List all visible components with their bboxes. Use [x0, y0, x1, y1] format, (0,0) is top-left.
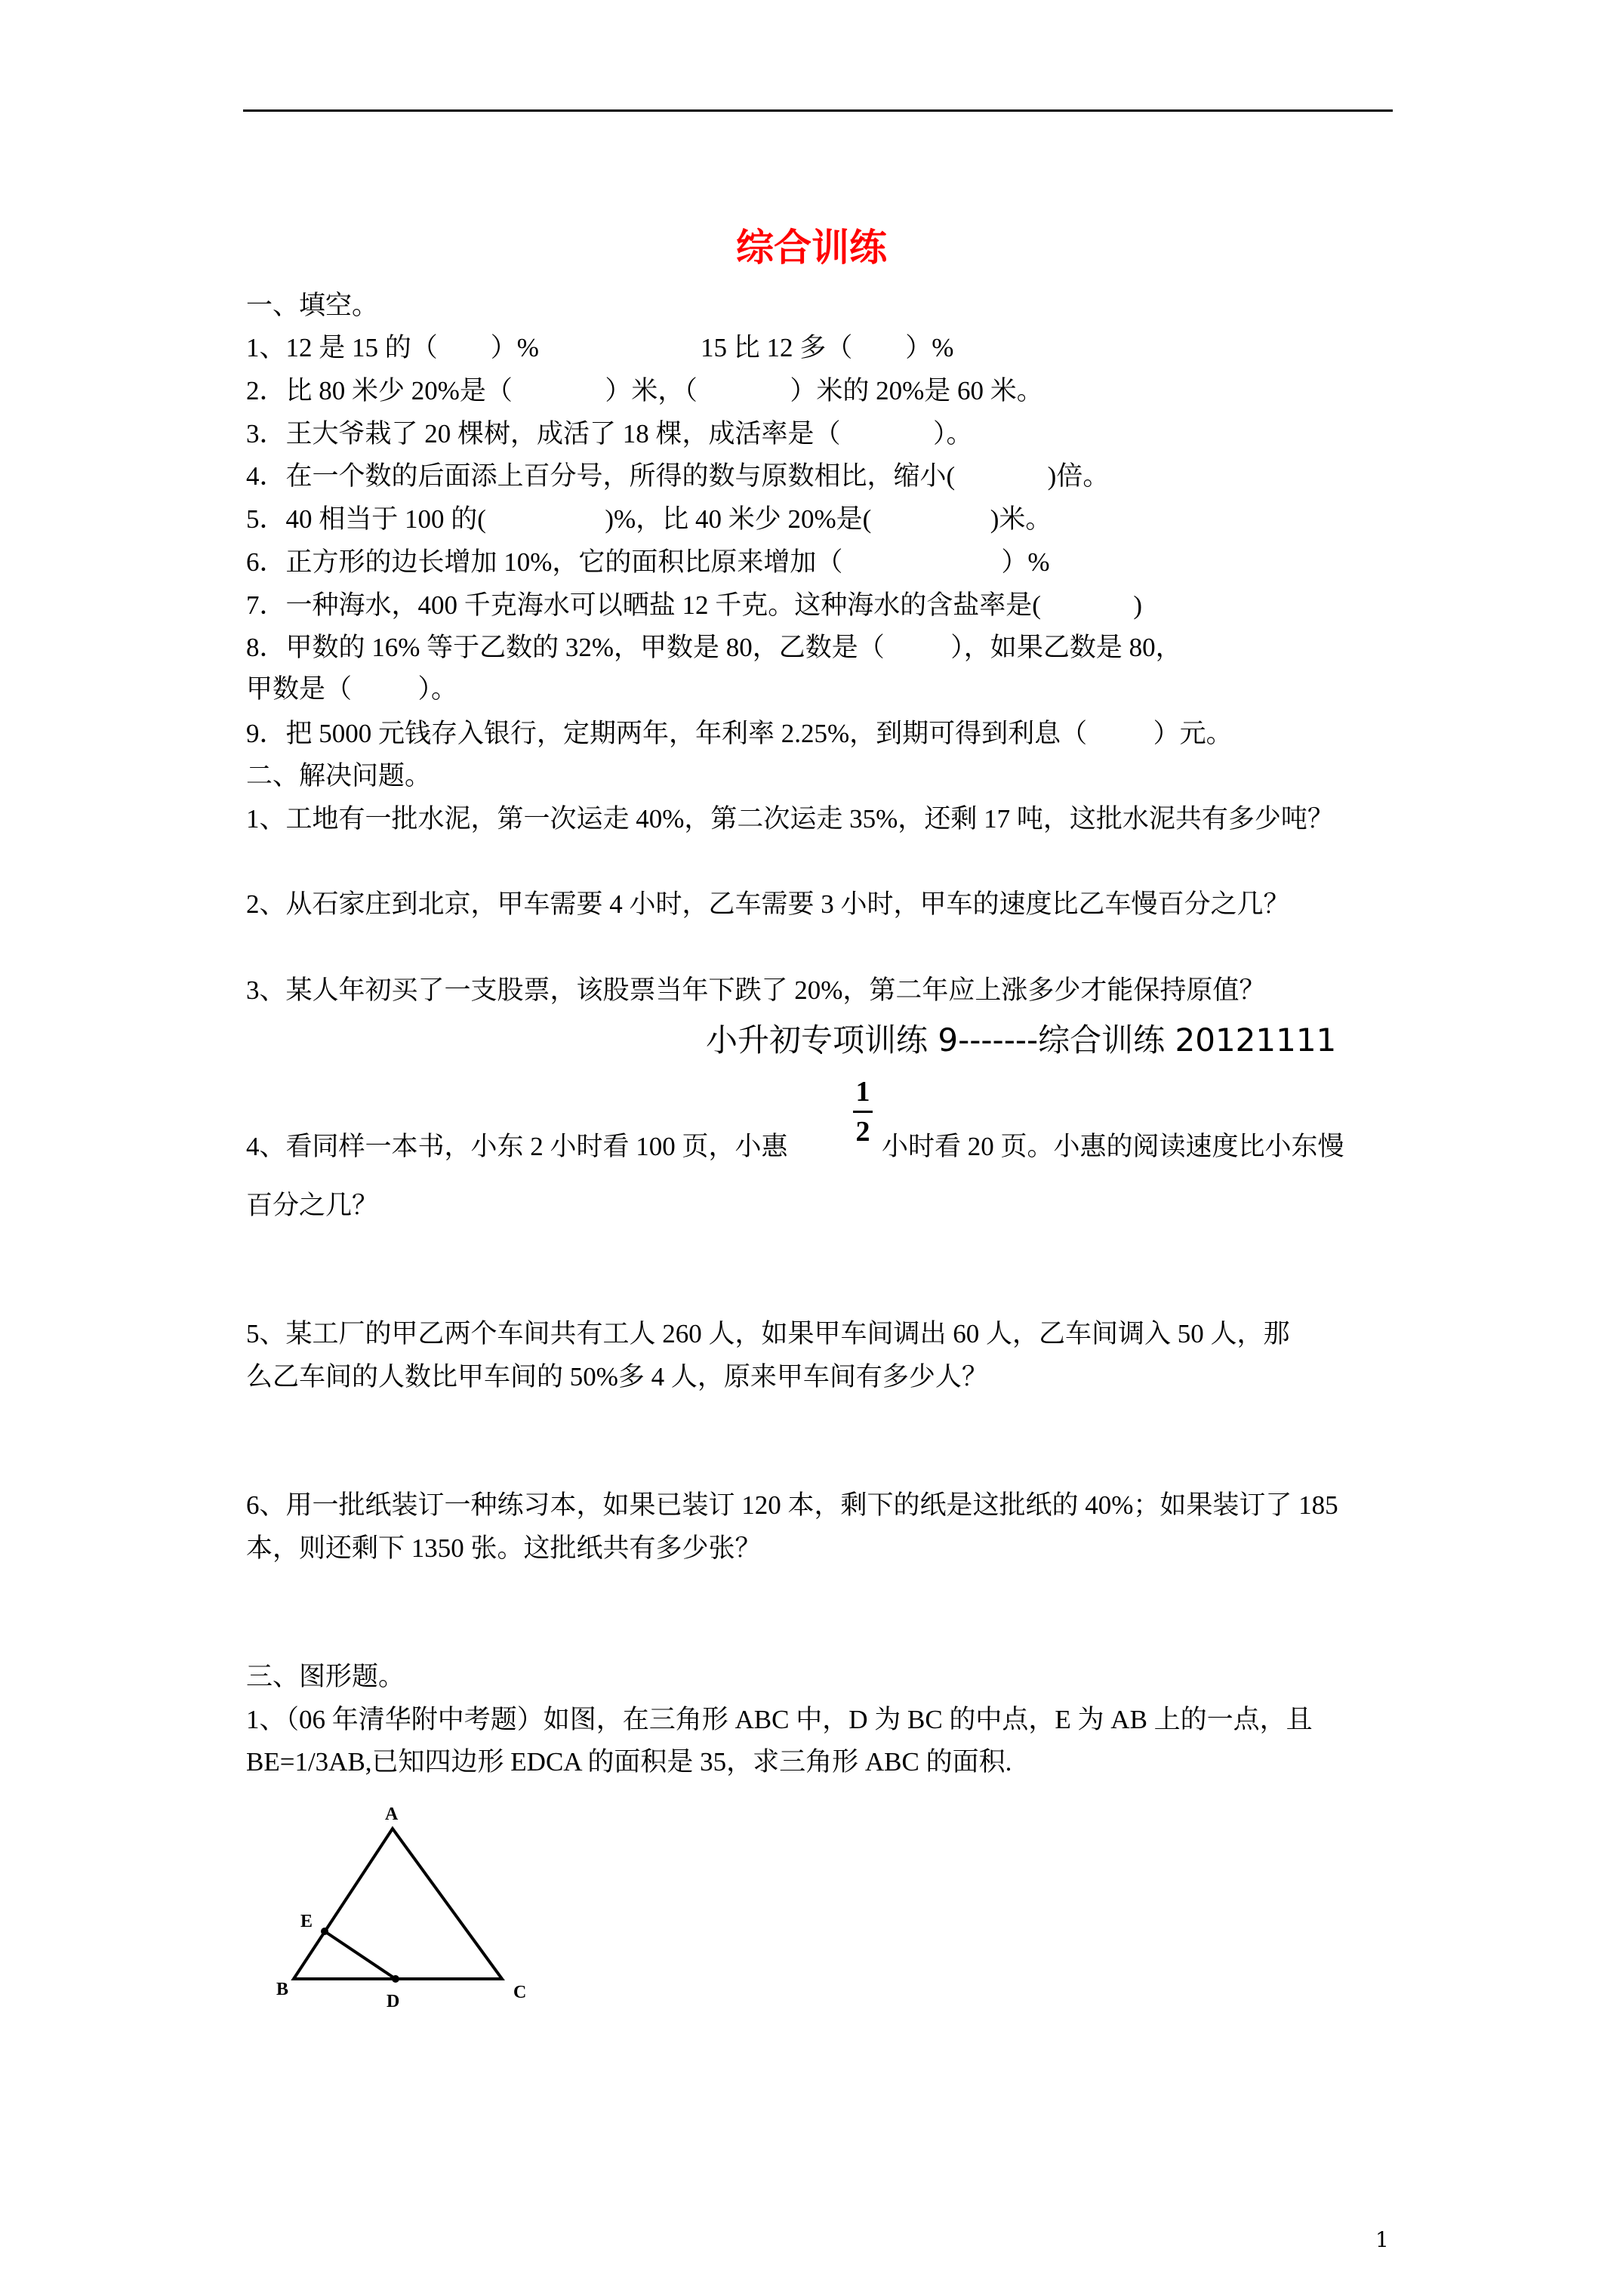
fraction-denominator: 2 — [855, 1116, 870, 1148]
segment-ed — [325, 1931, 396, 1979]
problem-5a: 5、某工厂的甲乙两个车间共有工人 260 人，如果甲车间调出 60 人，乙车间调入 50 人，那 — [246, 1319, 1290, 1348]
label-c: C — [513, 1983, 527, 2002]
problem-2: 2、从石家庄到北京，甲车需要 4 小时，乙车需要 3 小时，甲车的速度比乙车慢百分之几？ — [246, 889, 1290, 919]
problem-3: 3、某人年初买了一支股票，该股票当年下跌了 20%，第二年应上涨多少才能保持原值？ — [246, 975, 1266, 1005]
problem-5b: 么乙车间的人数比甲车间的 50%多 4 人，原来甲车间有多少人？ — [246, 1362, 988, 1391]
problem-6b: 本，则还剩下 1350 张。这批纸共有多少张？ — [246, 1533, 762, 1563]
page-title: 综合训练 — [736, 226, 887, 270]
geometry-question-1a: 1、（06 年清华附中考题）如图，在三角形 ABC 中，D 为 BC 的中点，E 为 AB 上的一点，且 — [246, 1705, 1313, 1734]
question-8a: 8．甲数的 16% 等于乙数的 32%，甲数是 80，乙数是（ ），如果乙数是 80， — [246, 633, 1182, 662]
question-1b: 15 比 12 多（ ）% — [701, 333, 954, 362]
problem-4a: 4、看同样一本书，小东 2 小时看 100 页，小惠 — [246, 1132, 788, 1161]
problem-6a: 6、用一批纸装订一种练习本，如果已装订 120 本，剩下的纸是这批纸的 40%；如果装订了 185 — [246, 1490, 1338, 1520]
label-e: E — [300, 1912, 313, 1931]
fraction-numerator: 1 — [855, 1076, 870, 1108]
label-a: A — [385, 1804, 399, 1824]
geometry-question-1b: BE=1/3AB,已知四边形 EDCA 的面积是 35，求三角形 ABC 的面积. — [246, 1747, 1012, 1777]
problem-4b: 小时看 20 页。小惠的阅读速度比小东慢 — [882, 1132, 1344, 1161]
label-d: D — [387, 1992, 400, 2011]
section2-heading: 二、解决问题。 — [246, 761, 432, 791]
problem-1: 1、工地有一批水泥，第一次运走 40%，第二次运走 35%，还剩 17 吨，这批水泥共有多少吨？ — [246, 804, 1334, 834]
question-7: 7．一种海水，400 千克海水可以晒盐 12 千克。这种海水的含盐率是( ) — [246, 590, 1143, 620]
series-header: 小升初专项训练 9-------综合训练 20121111 — [706, 1022, 1337, 1059]
section1-heading: 一、填空。 — [246, 291, 379, 320]
page-number: 1 — [1375, 2227, 1389, 2252]
question-1a: 1、12 是 15 的（ ）% — [246, 333, 539, 362]
question-8b: 甲数是（ ）。 — [246, 674, 458, 704]
question-6: 6．正方形的边长增加 10%，它的面积比原来增加（ ）% — [246, 547, 1050, 577]
question-3: 3．王大爷栽了 20 棵树，成活了 18 棵，成活率是（ ）。 — [246, 419, 973, 448]
label-b: B — [276, 1980, 289, 1999]
section3-heading: 三、图形题。 — [246, 1662, 405, 1691]
question-9: 9．把 5000 元钱存入银行，定期两年，年利率 2.25%，到期可得到利息（ ）元。 — [246, 719, 1233, 748]
question-5: 5．40 相当于 100 的( )%，比 40 米少 20%是( )米。 — [246, 504, 1052, 534]
point-d — [392, 1975, 399, 1983]
question-4: 4．在一个数的后面添上百分号，所得的数与原数相比，缩小( )倍。 — [246, 461, 1110, 491]
point-e — [321, 1928, 328, 1935]
question-2: 2．比 80 米少 20%是（ ）米，（ ）米的 20%是 60 米。 — [246, 376, 1043, 405]
problem-4c: 百分之几？ — [246, 1191, 379, 1220]
triangle-abc — [294, 1829, 502, 1979]
